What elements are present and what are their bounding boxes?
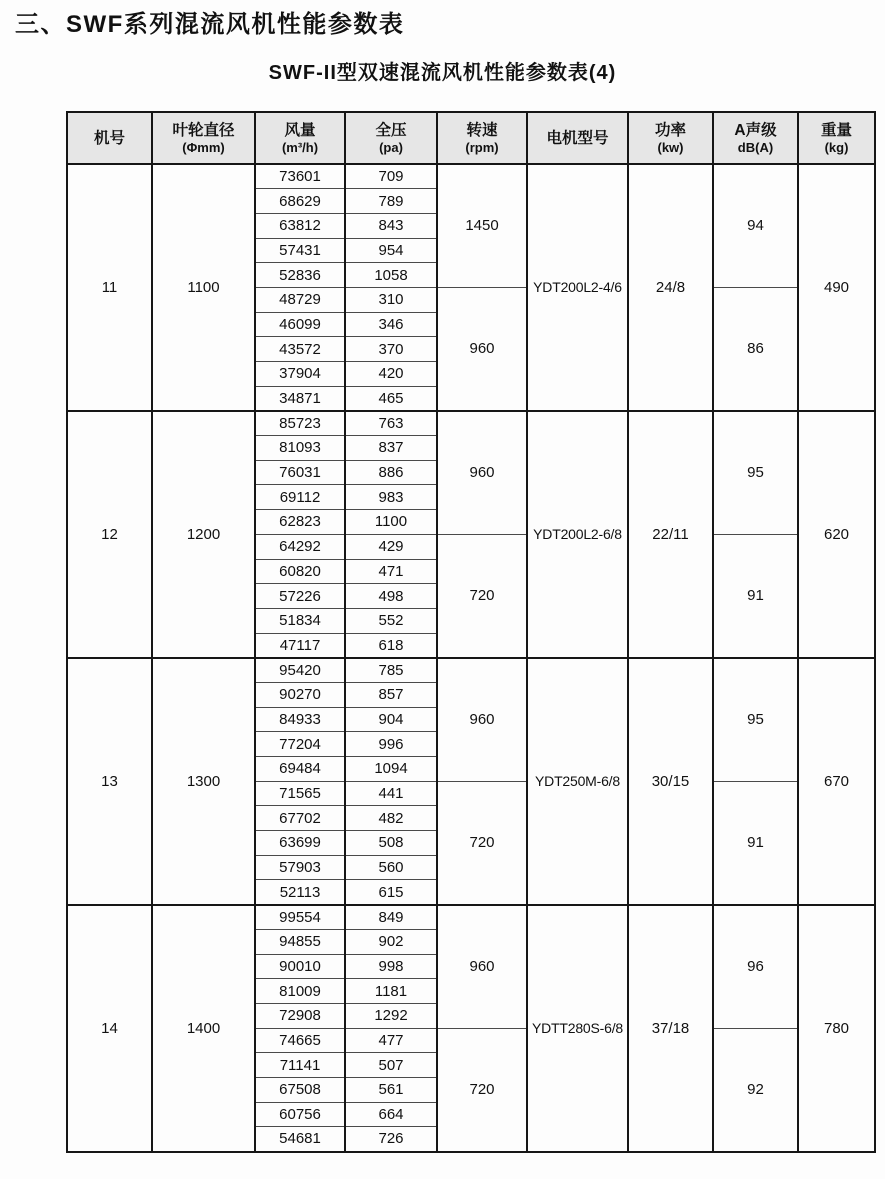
table-row [67, 905, 875, 930]
speed-cell: 960 [437, 287, 527, 410]
pressure-cell: 420 [345, 362, 437, 387]
air-flow-cell: 74665 [255, 1028, 345, 1053]
header-label: 全压 [375, 121, 407, 139]
pressure-cell: 837 [345, 436, 437, 461]
air-flow-cell: 63699 [255, 831, 345, 856]
pressure-cell: 498 [345, 584, 437, 609]
pressure-cell: 615 [345, 880, 437, 905]
header-pressure [345, 112, 437, 164]
air-flow-cell: 71141 [255, 1053, 345, 1078]
header-unit: (Φmm) [182, 139, 225, 155]
pressure-cell: 996 [345, 732, 437, 757]
model-no-cell: 12 [67, 411, 152, 658]
header-label: 机号 [93, 129, 125, 147]
air-flow-cell: 69484 [255, 757, 345, 782]
header-impeller-diameter [152, 112, 255, 164]
air-flow-cell: 71565 [255, 781, 345, 806]
motor-model-cell: YDT200L2-6/8 [527, 411, 628, 658]
air-flow-cell: 69112 [255, 485, 345, 510]
noise-level-cell: 95 [713, 658, 798, 781]
air-flow-cell: 62823 [255, 510, 345, 535]
air-flow-cell: 73601 [255, 164, 345, 189]
table-row [67, 411, 875, 436]
header-speed [437, 112, 527, 164]
pressure-cell: 471 [345, 559, 437, 584]
motor-model-cell: YDT200L2-4/6 [527, 164, 628, 411]
pressure-cell: 785 [345, 658, 437, 683]
pressure-cell: 857 [345, 682, 437, 707]
air-flow-cell: 67702 [255, 806, 345, 831]
pressure-cell: 552 [345, 608, 437, 633]
pressure-cell: 726 [345, 1127, 437, 1152]
pressure-cell: 1292 [345, 1003, 437, 1028]
motor-model-cell: YDTT280S-6/8 [527, 905, 628, 1152]
air-flow-cell: 46099 [255, 312, 345, 337]
speed-cell: 720 [437, 534, 527, 657]
power-cell: 30/15 [628, 658, 713, 905]
header-unit: (kg) [824, 139, 849, 155]
header-label: 风量 [284, 121, 316, 139]
pressure-cell: 346 [345, 312, 437, 337]
header-unit: (pa) [379, 139, 403, 155]
pressure-cell: 849 [345, 905, 437, 930]
air-flow-cell: 47117 [255, 633, 345, 658]
air-flow-cell: 72908 [255, 1003, 345, 1028]
air-flow-cell: 95420 [255, 658, 345, 683]
noise-level-cell: 94 [713, 164, 798, 287]
header-label: A声级 [734, 121, 777, 139]
pressure-cell: 429 [345, 534, 437, 559]
impeller-diameter-cell: 1400 [152, 905, 255, 1152]
pressure-cell: 370 [345, 337, 437, 362]
air-flow-cell: 60756 [255, 1102, 345, 1127]
header-label: 叶轮直径 [172, 121, 235, 139]
air-flow-cell: 90010 [255, 954, 345, 979]
pressure-cell: 886 [345, 460, 437, 485]
noise-level-cell: 91 [713, 534, 798, 657]
pressure-cell: 465 [345, 386, 437, 411]
pressure-cell: 310 [345, 287, 437, 312]
pressure-cell: 902 [345, 929, 437, 954]
header-unit: (kw) [657, 139, 684, 155]
noise-level-cell: 95 [713, 411, 798, 534]
air-flow-cell: 48729 [255, 287, 345, 312]
impeller-diameter-cell: 1300 [152, 658, 255, 905]
header-noise-level [713, 112, 798, 164]
noise-level-cell: 86 [713, 287, 798, 410]
air-flow-cell: 57431 [255, 238, 345, 263]
air-flow-cell: 81093 [255, 436, 345, 461]
pressure-cell: 1058 [345, 263, 437, 288]
power-cell: 37/18 [628, 905, 713, 1152]
pressure-cell: 709 [345, 164, 437, 189]
air-flow-cell: 84933 [255, 707, 345, 732]
air-flow-cell: 76031 [255, 460, 345, 485]
pressure-cell: 664 [345, 1102, 437, 1127]
pressure-cell: 508 [345, 831, 437, 856]
fan-performance-table [66, 111, 876, 1153]
table-row [67, 164, 875, 189]
model-no-cell: 11 [67, 164, 152, 411]
pressure-cell: 1094 [345, 757, 437, 782]
air-flow-cell: 57226 [255, 584, 345, 609]
air-flow-cell: 52836 [255, 263, 345, 288]
pressure-cell: 789 [345, 189, 437, 214]
air-flow-cell: 60820 [255, 559, 345, 584]
pressure-cell: 477 [345, 1028, 437, 1053]
pressure-cell: 843 [345, 213, 437, 238]
air-flow-cell: 43572 [255, 337, 345, 362]
air-flow-cell: 63812 [255, 213, 345, 238]
speed-cell: 720 [437, 781, 527, 904]
power-cell: 24/8 [628, 164, 713, 411]
table-body [67, 164, 875, 1152]
air-flow-cell: 64292 [255, 534, 345, 559]
pressure-cell: 763 [345, 411, 437, 436]
header-label: 电机型号 [546, 129, 609, 147]
pressure-cell: 561 [345, 1077, 437, 1102]
pressure-cell: 998 [345, 954, 437, 979]
header-label: 转速 [466, 121, 498, 139]
model-no-cell: 14 [67, 905, 152, 1152]
weight-cell: 670 [798, 658, 875, 905]
power-cell: 22/11 [628, 411, 713, 658]
speed-cell: 960 [437, 658, 527, 781]
header-label: 功率 [654, 121, 686, 139]
header-unit: (m³/h) [281, 139, 319, 155]
air-flow-cell: 54681 [255, 1127, 345, 1152]
table-subtitle: SWF-II型双速混流风机性能参数表(4) [268, 62, 617, 84]
pressure-cell: 954 [345, 238, 437, 263]
pressure-cell: 441 [345, 781, 437, 806]
noise-level-cell: 96 [713, 905, 798, 1028]
weight-cell: 780 [798, 905, 875, 1152]
noise-level-cell: 91 [713, 781, 798, 904]
air-flow-cell: 99554 [255, 905, 345, 930]
air-flow-cell: 57903 [255, 855, 345, 880]
pressure-cell: 1181 [345, 979, 437, 1004]
speed-cell: 960 [437, 411, 527, 534]
header-weight [798, 112, 875, 164]
pressure-cell: 482 [345, 806, 437, 831]
weight-cell: 490 [798, 164, 875, 411]
weight-cell: 620 [798, 411, 875, 658]
pressure-cell: 560 [345, 855, 437, 880]
air-flow-cell: 77204 [255, 732, 345, 757]
pressure-cell: 1100 [345, 510, 437, 535]
pressure-cell: 618 [345, 633, 437, 658]
air-flow-cell: 94855 [255, 929, 345, 954]
table-row [67, 658, 875, 683]
air-flow-cell: 52113 [255, 880, 345, 905]
air-flow-cell: 68629 [255, 189, 345, 214]
model-no-cell: 13 [67, 658, 152, 905]
pressure-cell: 983 [345, 485, 437, 510]
motor-model-cell: YDT250M-6/8 [527, 658, 628, 905]
header-air-flow [255, 112, 345, 164]
speed-cell: 1450 [437, 164, 527, 287]
pressure-cell: 904 [345, 707, 437, 732]
speed-cell: 960 [437, 905, 527, 1028]
header-unit: dB(A) [737, 139, 774, 155]
impeller-diameter-cell: 1200 [152, 411, 255, 658]
air-flow-cell: 90270 [255, 682, 345, 707]
header-unit: (rpm) [465, 139, 499, 155]
noise-level-cell: 92 [713, 1028, 798, 1151]
header-model-no [67, 112, 152, 164]
air-flow-cell: 81009 [255, 979, 345, 1004]
header-row [67, 112, 875, 164]
page-title: 三、SWF系列混流风机性能参数表 [15, 11, 405, 38]
pressure-cell: 507 [345, 1053, 437, 1078]
air-flow-cell: 85723 [255, 411, 345, 436]
speed-cell: 720 [437, 1028, 527, 1151]
air-flow-cell: 51834 [255, 608, 345, 633]
header-power [628, 112, 713, 164]
air-flow-cell: 37904 [255, 362, 345, 387]
header-motor-model [527, 112, 628, 164]
header-label: 重量 [820, 121, 852, 139]
impeller-diameter-cell: 1100 [152, 164, 255, 411]
air-flow-cell: 34871 [255, 386, 345, 411]
air-flow-cell: 67508 [255, 1077, 345, 1102]
